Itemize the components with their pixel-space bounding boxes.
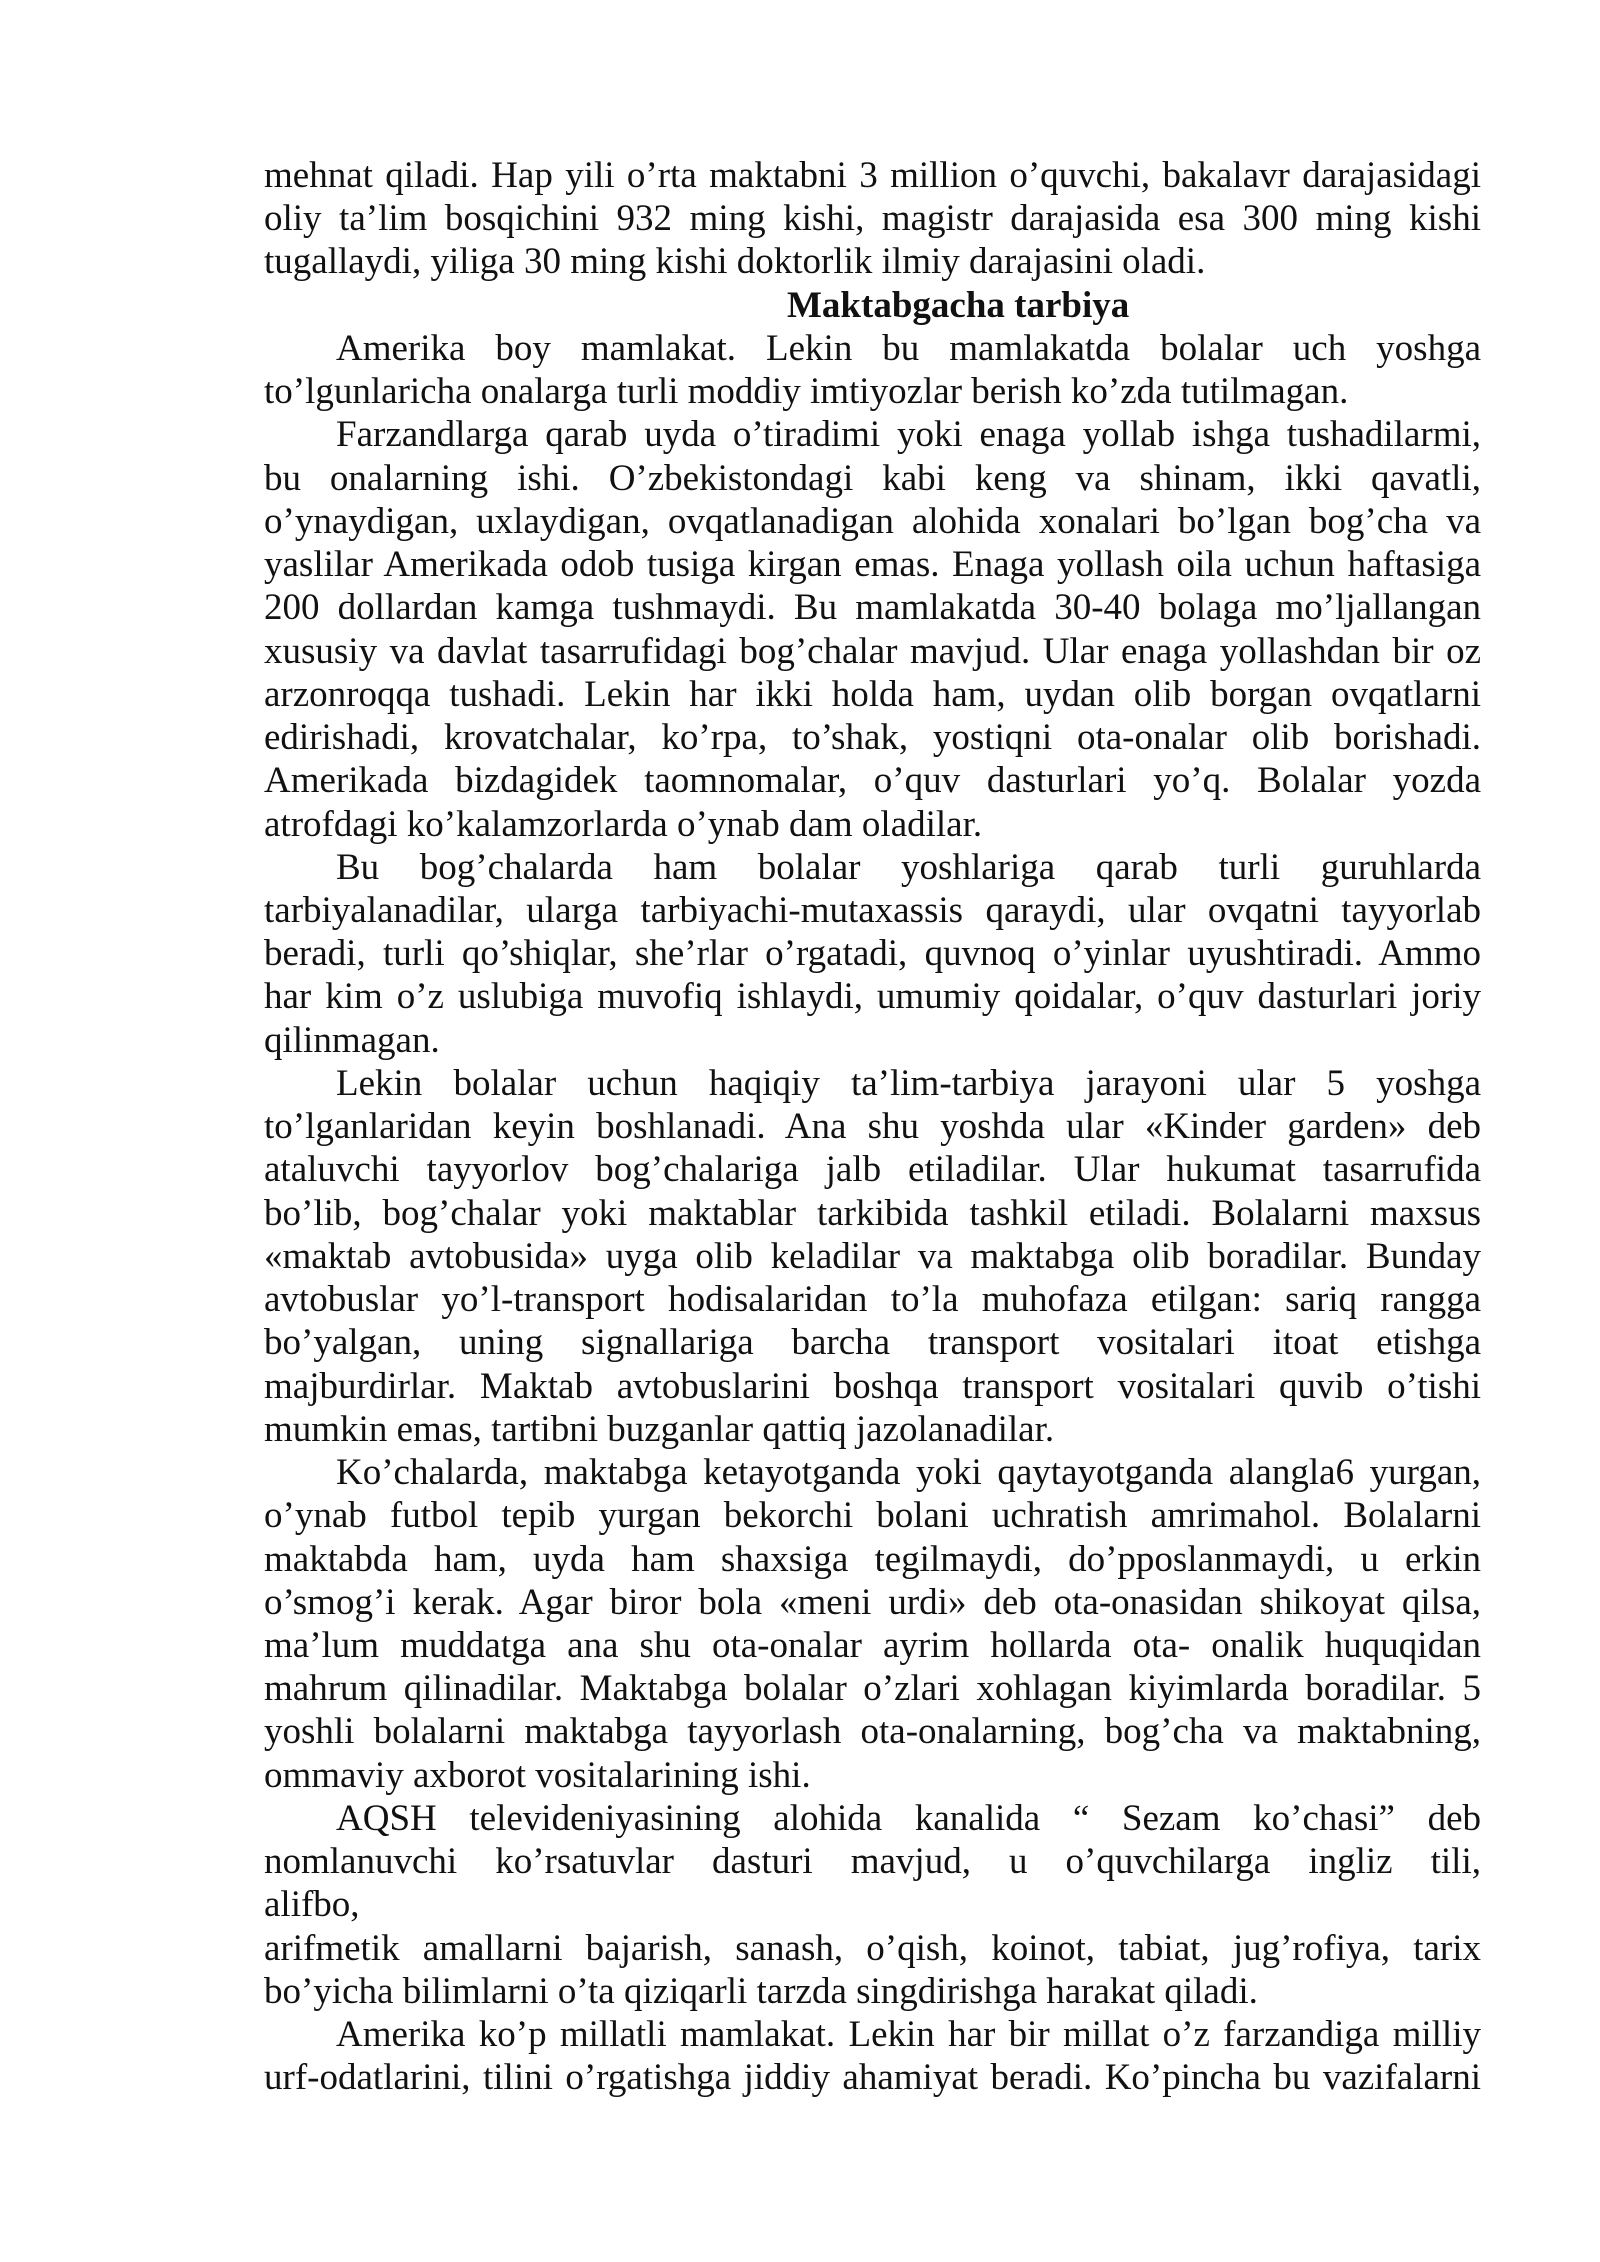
paragraph	[264, 1451, 1481, 1797]
text-line: arzonroqqa tushadi. Lekin har ikki holda ham, uydan olib borgan ovqatlarni	[264, 673, 1481, 715]
text-line: bo’yicha bilimlarni o’ta qiziqarli tarzda singdirishga harakat qiladi.	[264, 1970, 1258, 2012]
text-line: arifmetik amallarni bajarish, sanash, o’qish, koinot, tabiat, jug’rofiya, tarix	[264, 1927, 1481, 1969]
text-line: Bu bog’chalarda ham bolalar yoshlariga qarab turli guruhlarda	[336, 846, 1481, 888]
text-line: majburdirlar. Maktab avtobuslarini boshqa transport vositalari quvib o’tishi	[264, 1365, 1481, 1407]
text-line: bu onalarning ishi. O’zbekistondagi kabi keng va shinam, ikki qavatli,	[264, 457, 1481, 499]
section-heading: Maktabgacha tarbiya	[787, 284, 1130, 326]
text-line: Ko’chalarda, maktabga ketayotganda yoki qaytayotganda alangla6 yurgan,	[336, 1452, 1481, 1494]
text-line: tarbiyalanadilar, ularga tarbiyachi-mutaxassis qaraydi, ular ovqatni tayyorlab	[264, 889, 1481, 931]
text-line: to’lgunlaricha onalarga turli moddiy imtiyozlar berish ko’zda tutilmagan.	[264, 371, 1349, 413]
text-line: beradi, turli qo’shiqlar, she’rlar o’rgatadi, quvnoq o’yinlar uyushtiradi. Ammo	[264, 933, 1481, 975]
paragraph	[264, 154, 1481, 284]
text-line: Lekin bolalar uchun haqiqiy ta’lim-tarbiya jarayoni ular 5 yoshga	[336, 1062, 1481, 1104]
text-line: o’ynaydigan, uxlaydigan, ovqatlanadigan alohida xonalari bo’lgan bog’cha va	[264, 500, 1481, 542]
text-line: ma’lum muddatga ana shu ota-onalar ayrim hollarda ota- onalik huquqidan	[264, 1624, 1481, 1666]
text-line: yoshli bolalarni maktabga tayyorlash ota-onalarning, bog’cha va maktabning,	[264, 1711, 1481, 1753]
text-line: urf-odatlarini, tilini o’rgatishga jiddiy ahamiyat beradi. Ko’pincha bu vazifalarni	[264, 2057, 1481, 2099]
text-line: Farzandlarga qarab uyda o’tiradimi yoki enaga yollab ishga tushadilarmi,	[336, 414, 1481, 456]
text-line: maktabda ham, uyda ham shaxsiga tegilmaydi, do’pposlanmaydi, u erkin	[264, 1538, 1481, 1580]
paragraph	[264, 1797, 1481, 1927]
text-line: bo’lib, bog’chalar yoki maktablar tarkibida tashkil etiladi. Bolalarni maxsus	[264, 1192, 1481, 1234]
paragraph	[264, 846, 1481, 1062]
paragraph	[264, 1927, 1481, 2013]
paragraph	[264, 1062, 1481, 1451]
text-line: mumkin emas, tartibni buzganlar qattiq jazolanadilar.	[264, 1408, 1055, 1450]
text-line: xususiy va davlat tasarrufidagi bog’chalar mavjud. Ular enaga yollashdan bir oz	[264, 630, 1481, 672]
text-line: Amerika boy mamlakat. Lekin bu mamlakatda bolalar uch yoshga	[336, 327, 1481, 369]
text-line: alifbo,	[264, 1884, 360, 1926]
text-line: ataluvchi tayyorlov bog’chalariga jalb etiladilar. Ular hukumat tasarrufida	[264, 1149, 1481, 1191]
text-line: tugallaydi, yiliga 30 ming kishi doktorlik ilmiy darajasini oladi.	[264, 241, 1206, 283]
text-line: o’smog’i kerak. Agar biror bola «meni urdi» deb ota-onasidan shikoyat qilsa,	[264, 1581, 1481, 1623]
text-line: «maktab avtobusida» uyga olib keladilar va maktabga olib boradilar. Bunday	[264, 1235, 1481, 1277]
text-line: bo’yalgan, uning signallariga barcha transport vositalari itoat etishga	[264, 1322, 1481, 1364]
text-line: to’lganlaridan keyin boshlanadi. Ana shu yoshda ular «Kinder garden» deb	[264, 1106, 1481, 1148]
text-line: AQSH televideniyasining alohida kanalida “ Sezam ko’chasi” deb	[336, 1797, 1481, 1839]
text-line: Amerikada bizdagidek taomnomalar, o’quv dasturlari yo’q. Bolalar yozda	[264, 760, 1481, 802]
text-line: avtobuslar yo’l-transport hodisalaridan to’la muhofaza etilgan: sariq rangga	[264, 1279, 1481, 1321]
text-line: mehnat qiladi. Hap yili o’rta maktabni 3 million o’quvchi, bakalavr darajasidagi	[264, 155, 1481, 196]
paragraph	[264, 2013, 1481, 2099]
text-line: har kim o’z uslubiga muvofiq ishlaydi, umumiy qoidalar, o’quv dasturlari joriy	[264, 976, 1481, 1018]
paragraph	[264, 327, 1481, 413]
text-line: ommaviy axborot vositalarining ishi.	[264, 1754, 811, 1796]
document-page	[264, 154, 1481, 2100]
paragraph	[264, 413, 1481, 845]
text-line: atrofdagi ko’kalamzorlarda o’ynab dam oladilar.	[264, 803, 983, 845]
text-line: Amerika ko’p millatli mamlakat. Lekin har bir millat o’z farzandiga milliy	[336, 2014, 1481, 2056]
text-line: nomlanuvchi ko’rsatuvlar dasturi mavjud, u o’quvchilarga ingliz tili,	[264, 1841, 1481, 1883]
text-line: yaslilar Amerikada odob tusiga kirgan emas. Enaga yollash oila uchun haftasiga	[264, 544, 1481, 586]
text-line: mahrum qilinadilar. Maktabga bolalar o’zlari xohlagan kiyimlarda boradilar. 5	[264, 1668, 1481, 1710]
text-line: o’ynab futbol tepib yurgan bekorchi bolani uchratish amrimahol. Bolalarni	[264, 1495, 1481, 1537]
text-line: oliy ta’lim bosqichini 932 ming kishi, magistr darajasida esa 300 ming kishi	[264, 198, 1481, 240]
text-line: edirishadi, krovatchalar, ko’rpa, to’shak, yostiqni ota-onalar olib borishadi.	[264, 717, 1481, 759]
text-line: qilinmagan.	[264, 1019, 440, 1061]
text-line: 200 dollardan kamga tushmaydi. Bu mamlakatda 30-40 bolaga mo’ljallangan	[264, 587, 1481, 629]
